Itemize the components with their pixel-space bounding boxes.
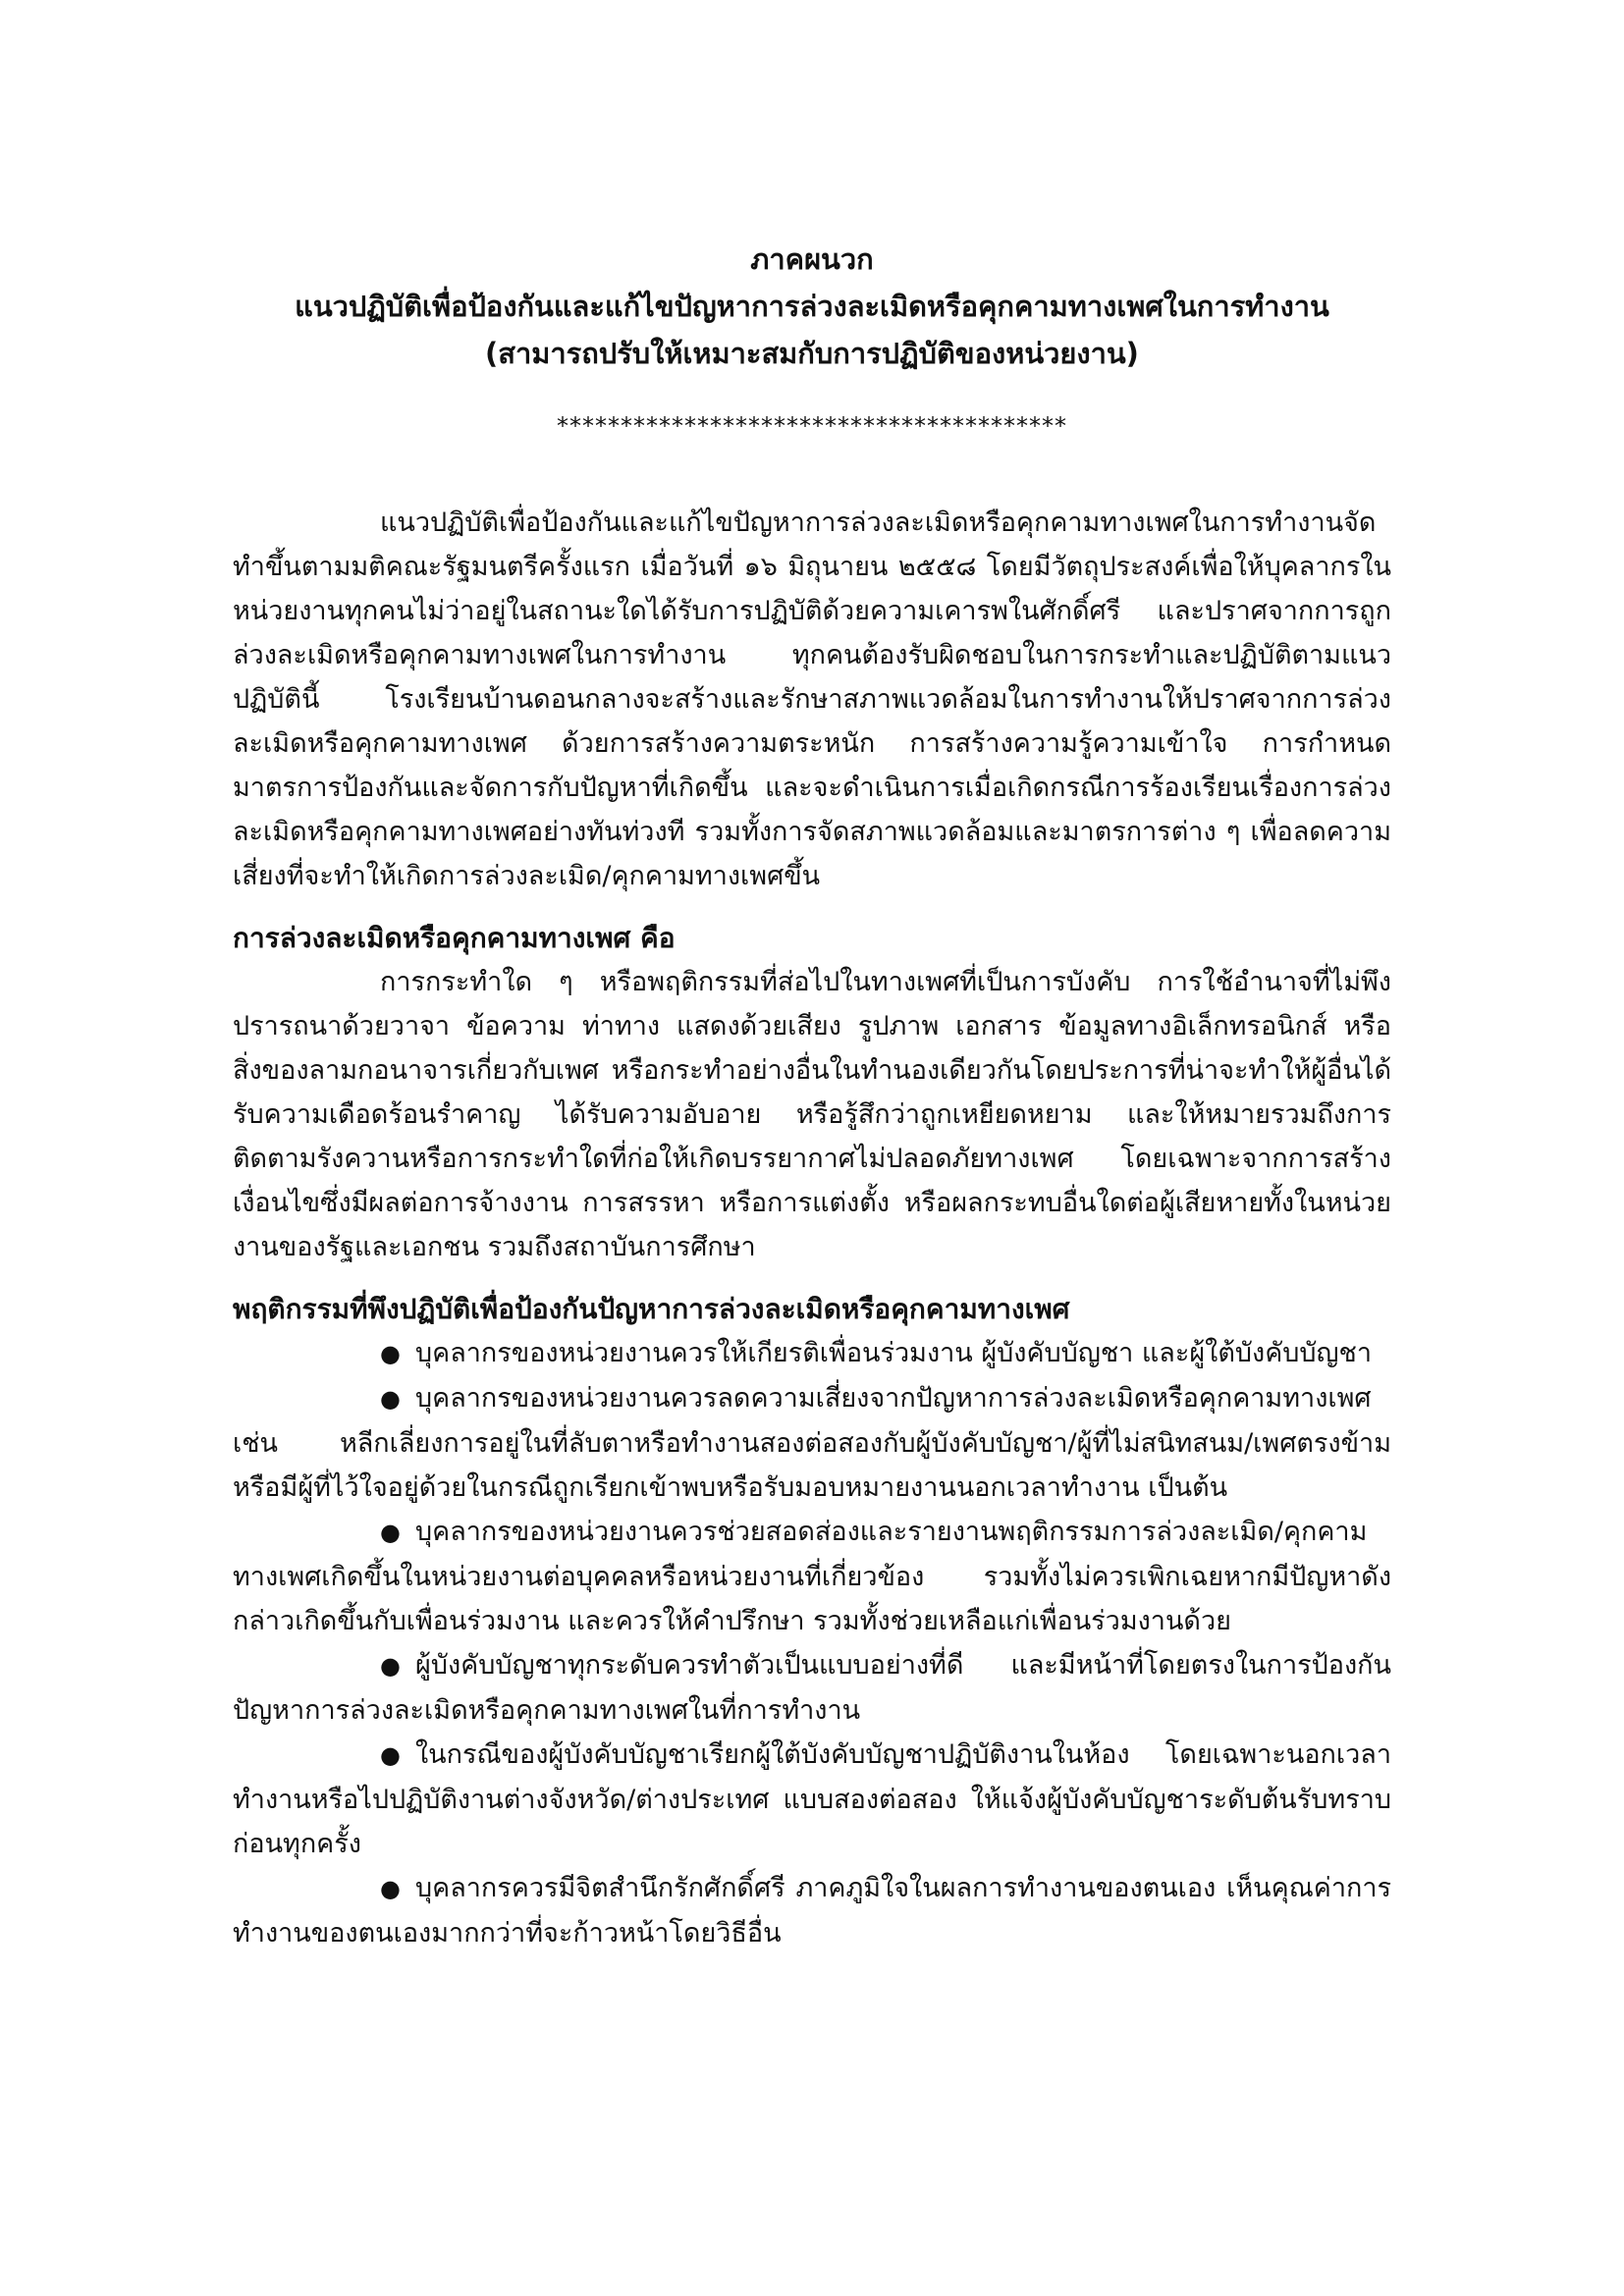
list-item bbox=[233, 1331, 1391, 1376]
list-item-text: บุคลากรของหน่วยงานควรช่วยสอดส่องและรายงานพฤติกรรมการล่วงละเมิด/คุกคามทางเพศเกิดขึ้นในหน่วยงานต่อบุคคลหรือหน่วยงานที่เกี่ยวข้อง รวมทั้งไม่ควรเพิกเฉยหากมีปัญหาดังกล่าวเกิดขึ้นกับเพื่อนร่วมงาน และควรให้คำปรึกษา รวมทั้งช่วยเหลือแก่เพื่อนร่วมงานด้วย bbox=[233, 1517, 1391, 1636]
guideline-subtitle: (สามารถปรับให้เหมาะสมกับการปฏิบัติของหน่วยงาน) bbox=[485, 337, 1139, 370]
bullet-icon: ● bbox=[380, 1519, 401, 1546]
list-item bbox=[233, 1866, 1391, 1955]
definition-paragraph: การกระทำใด ๆ หรือพฤติกรรมที่ส่อไปในทางเพศที่เป็นการบังคับ การใช้อำนาจที่ไม่พึงปรารถนาด้วยวาจา ข้อความ ท่าทาง แสดงด้วยเสียง รูปภาพ เอกสาร ข้อมูลทางอิเล็กทรอนิกส์ หรือสิ่งของลามกอนาจารเกี่ยวกับเพศ หรือกระทำอย่างอื่นในทำนองเดียวกันโดยประการที่น่าจะทำให้ผู้อื่นได้รับความเดือดร้อนรำคาญ ได้รับความอับอาย หรือรู้สึกว่าถูกเหยียดหยาม และให้หมายรวมถึงการติดตามรังควานหรือการกระทำใดที่ก่อให้เกิดบรรยากาศไม่ปลอดภัยทางเพศ โดยเฉพาะจากการสร้างเงื่อนไขซึ่งมีผลต่อการจ้างงาน การสรรหา หรือการแต่งตั้ง หรือผลกระทบอื่นใดต่อผู้เสียหายทั้งในหน่วยงานของรัฐและเอกชน รวมถึงสถาบันการศึกษา bbox=[233, 967, 1391, 1262]
list-item bbox=[233, 1733, 1391, 1866]
bullet-icon: ● bbox=[380, 1385, 401, 1413]
behaviors-list bbox=[233, 1331, 1391, 1955]
list-item-text: ในกรณีของผู้บังคับบัญชาเรียกผู้ใต้บังคับบัญชาปฏิบัติงานในห้อง โดยเฉพาะนอกเวลาทำงานหรือไปปฏิบัติงานต่างจังหวัด/ต่างประเทศ แบบสองต่อสอง ให้แจ้งผู้บังคับบัญชาระดับต้นรับทราบก่อนทุกครั้ง bbox=[233, 1739, 1391, 1859]
behaviors-heading: พฤติกรรมที่พึงปฏิบัติเพื่อป้องกันปัญหาการล่วงละเมิดหรือคุกคามทางเพศ bbox=[233, 1293, 1070, 1325]
intro-paragraph: แนวปฏิบัติเพื่อป้องกันและแก้ไขปัญหาการล่วงละเมิดหรือคุกคามทางเพศในการทำงานจัดทำขึ้นตามมติคณะรัฐมนตรีครั้งแรก เมื่อวันที่ ๑๖ มิถุนายน ๒๕๕๘ โดยมีวัตถุประสงค์เพื่อให้บุคลากรในหน่วยงานทุกคนไม่ว่าอยู่ในสถานะใดได้รับการปฏิบัติด้วยความเคารพในศักดิ์ศรี และปราศจากการถูกล่วงละเมิดหรือคุกคามทางเพศในการทำงาน ทุกคนต้องรับผิดชอบในการกระทำและปฏิบัติตามแนวปฏิบัตินี้ โรงเรียนบ้านดอนกลางจะสร้างและรักษาสภาพแวดล้อมในการทำงานให้ปราศจากการล่วงละเมิดหรือคุกคามทางเพศ ด้วยการสร้างความตระหนัก การสร้างความรู้ความเข้าใจ การกำหนดมาตรการป้องกันและจัดการกับปัญหาที่เกิดขึ้น และจะดำเนินการเมื่อเกิดกรณีการร้องเรียนเรื่องการล่วงละเมิดหรือคุกคามทางเพศอย่างทันท่วงที รวมทั้งการจัดสภาพแวดล้อมและมาตรการต่าง ๆ เพื่อลดความเสี่ยงที่จะทำให้เกิดการล่วงละเมิด/คุกคามทางเพศขึ้น bbox=[233, 507, 1391, 891]
list-item bbox=[233, 1643, 1391, 1733]
appendix-title: ภาคผนวก bbox=[750, 242, 874, 276]
list-item bbox=[233, 1376, 1391, 1510]
document-body bbox=[233, 501, 1391, 1955]
bullet-icon: ● bbox=[380, 1340, 401, 1367]
separator: **************************************** bbox=[557, 412, 1067, 440]
list-item-text: ผู้บังคับบัญชาทุกระดับควรทำตัวเป็นแบบอย่างที่ดี และมีหน้าที่โดยตรงในการป้องกันปัญหาการล่วงละเมิดหรือคุกคามทางเพศในที่การทำงาน bbox=[233, 1650, 1391, 1726]
title-block bbox=[233, 236, 1391, 377]
bullet-icon: ● bbox=[380, 1875, 401, 1902]
list-item-text: บุคลากรของหน่วยงานควรลดความเสี่ยงจากปัญหาการล่วงละเมิดหรือคุกคามทางเพศ เช่น หลีกเลี่ยงการอยู่ในที่ลับตาหรือทำงานสองต่อสองกับผู้บังคับบัญชา/ผู้ที่ไม่สนิทสนม/เพศตรงข้าม หรือมีผู้ที่ไว้ใจอยู่ด้วยในกรณีถูกเรียกเข้าพบหรือรับมอบหมายงานนอกเวลาทำงาน เป็นต้น bbox=[233, 1383, 1391, 1503]
bullet-icon: ● bbox=[380, 1652, 401, 1680]
list-item-text: บุคลากรควรมีจิตสำนึกรักศักดิ์ศรี ภาคภูมิใจในผลการทำงานของตนเอง เห็นคุณค่าการทำงานของตนเองมากกว่าที่จะก้าวหน้าโดยวิธีอื่น bbox=[233, 1873, 1391, 1949]
bullet-icon: ● bbox=[380, 1741, 401, 1769]
definition-heading: การล่วงละเมิดหรือคุกคามทางเพศ คือ bbox=[233, 922, 676, 954]
list-item bbox=[233, 1510, 1391, 1643]
guideline-title: แนวปฏิบัติเพื่อป้องกันและแก้ไขปัญหาการล่วงละเมิดหรือคุกคามทางเพศในการทำงาน bbox=[295, 290, 1329, 323]
list-item-text: บุคลากรของหน่วยงานควรให้เกียรติเพื่อนร่วมงาน ผู้บังคับบัญชา และผู้ใต้บังคับบัญชา bbox=[415, 1338, 1373, 1368]
